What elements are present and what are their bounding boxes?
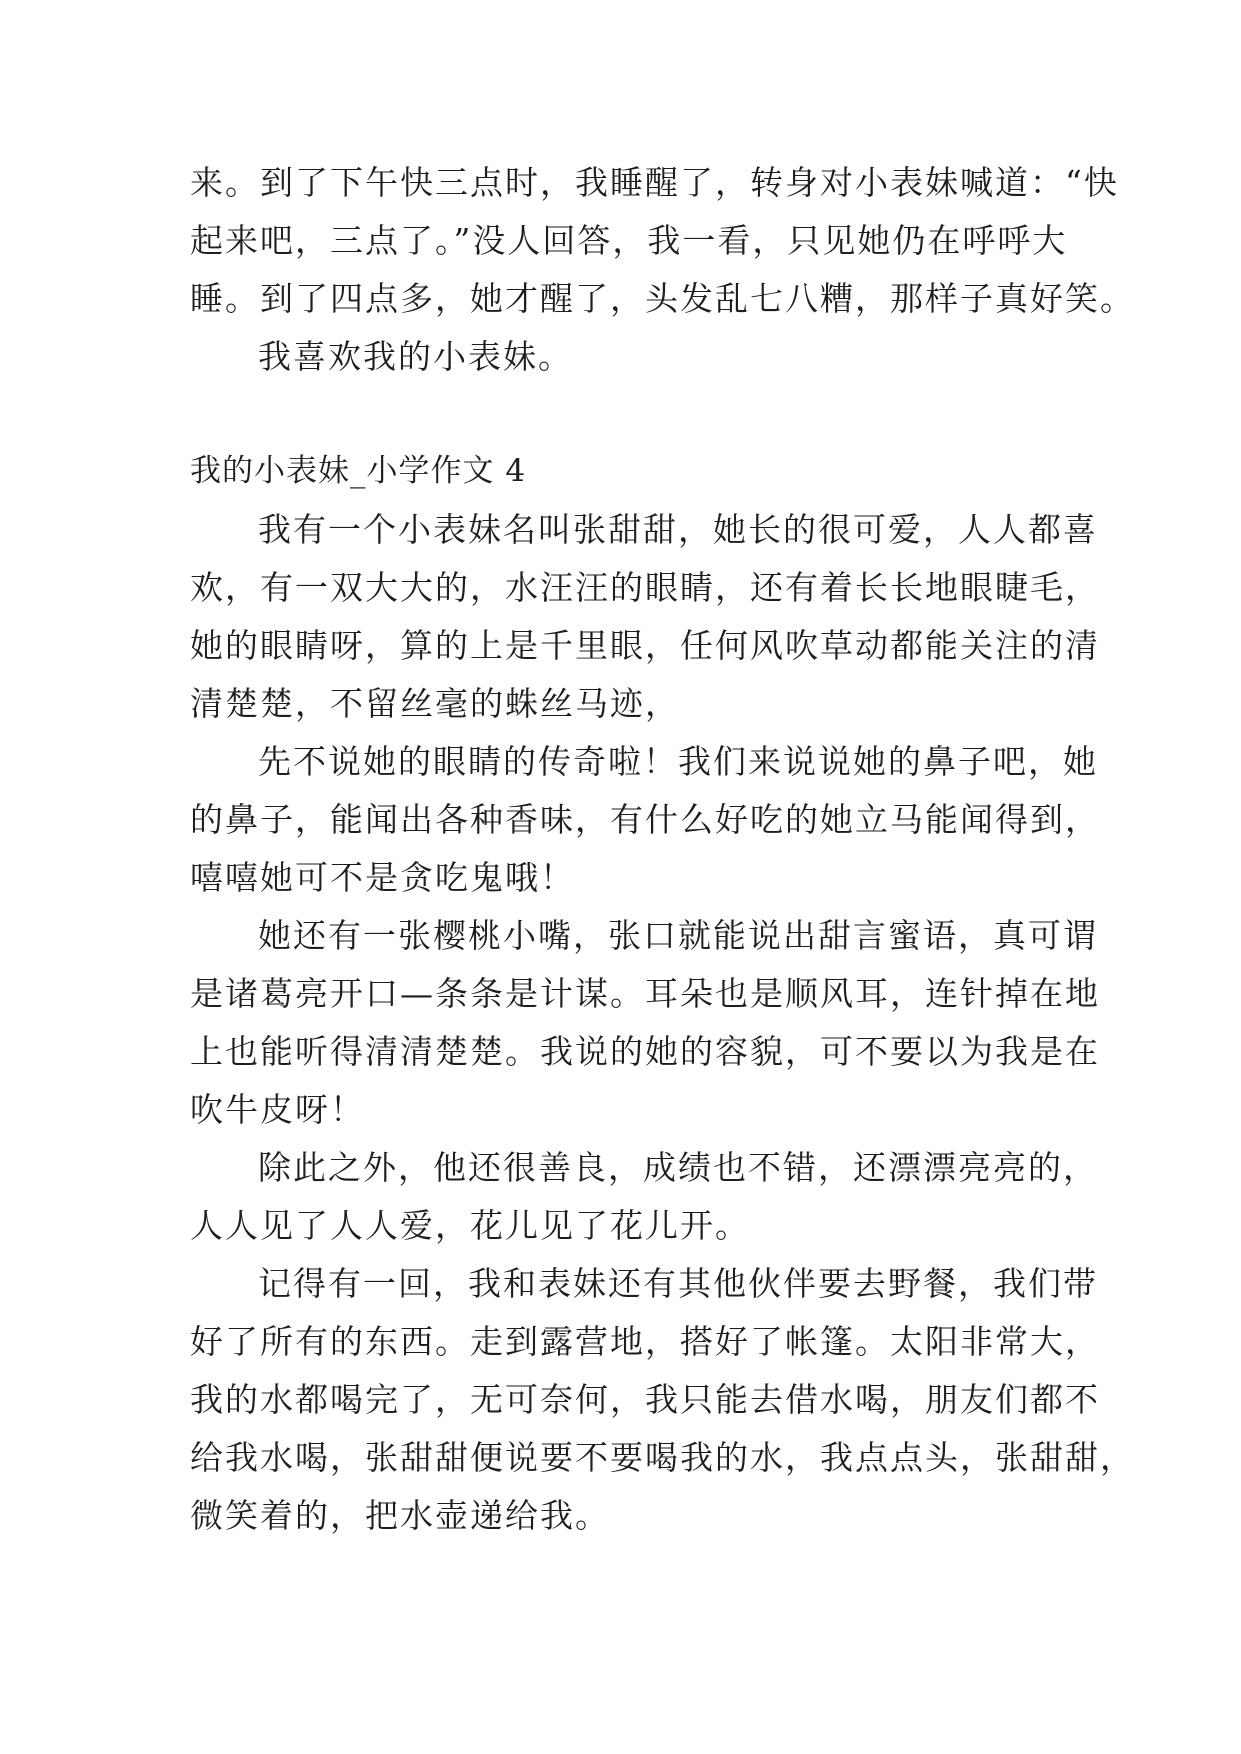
text-line: 好了所有的东西。走到露营地，搭好了帐篷。太阳非常大， (190, 1322, 1100, 1361)
text-line: 吹牛皮呀！ (190, 1090, 365, 1129)
text-line: 微笑着的，把水壶递给我。 (190, 1496, 610, 1535)
text-line: 睡。到了四点多，她才醒了，头发乱七八糟，那样子真好笑。 (190, 279, 1135, 318)
text-line: 人人见了人人爱，花儿见了花儿开。 (190, 1206, 750, 1245)
text-line: 我喜欢我的小表妹。 (258, 337, 573, 376)
text-line: 清楚楚，不留丝毫的蛛丝马迹， (190, 684, 680, 723)
text-line: 给我水喝，张甜甜便说要不要喝我的水，我点点头，张甜甜， (190, 1438, 1135, 1477)
text-line: 她还有一张樱桃小嘴，张口就能说出甜言蜜语，真可谓 (258, 916, 1098, 955)
text-line: 记得有一回，我和表妹还有其他伙伴要去野餐，我们带 (258, 1264, 1098, 1303)
text-line: 起来吧，三点了。”没人回答，我一看，只见她仍在呼呼大 (190, 221, 1068, 260)
text-line: 来。到了下午快三点时，我睡醒了，转身对小表妹喊道：“快 (190, 163, 1119, 202)
text-line: 我有一个小表妹名叫张甜甜，她长的很可爱，人人都喜 (258, 510, 1098, 549)
text-line: 上也能听得清清楚楚。我说的她的容貌，可不要以为我是在 (190, 1032, 1100, 1071)
text-line: 她的眼睛呀，算的上是千里眼，任何风吹草动都能关注的清 (190, 626, 1100, 665)
text-line: 欢，有一双大大的，水汪汪的眼睛，还有着长长地眼睫毛， (190, 568, 1100, 607)
text-line: 我的水都喝完了，无可奈何，我只能去借水喝，朋友们都不 (190, 1380, 1100, 1419)
text-line: 先不说她的眼睛的传奇啦！我们来说说她的鼻子吧，她 (258, 742, 1098, 781)
section-heading: 我的小表妹_小学作文 4 (190, 453, 527, 489)
text-line: 的鼻子，能闻出各种香味，有什么好吃的她立马能闻得到， (190, 800, 1100, 839)
text-line: 嘻嘻她可不是贪吃鬼哦！ (190, 858, 575, 897)
text-line: 是诸葛亮开口—条条是计谋。耳朵也是顺风耳，连针掉在地 (190, 974, 1100, 1013)
text-line: 除此之外，他还很善良，成绩也不错，还漂漂亮亮的， (258, 1148, 1098, 1187)
